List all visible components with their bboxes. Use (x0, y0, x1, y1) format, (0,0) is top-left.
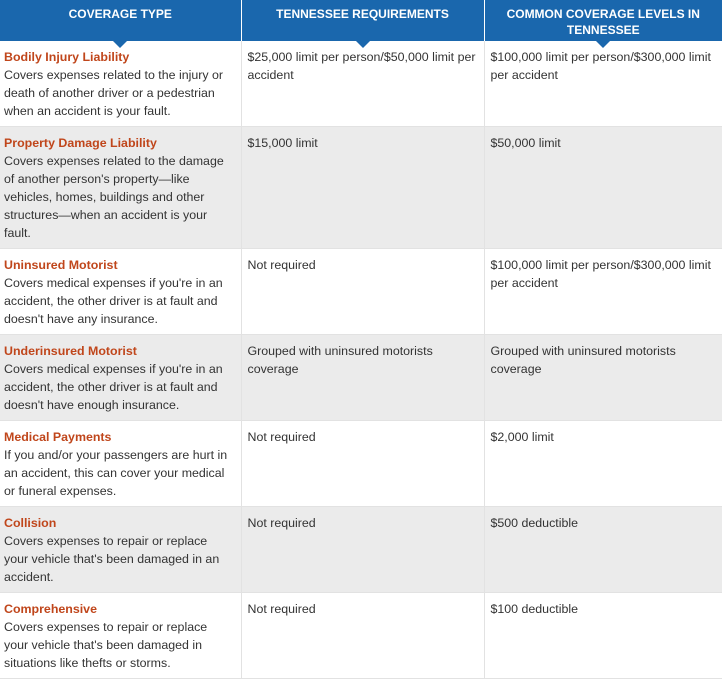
common-level-cell: $500 deductible (484, 507, 722, 593)
coverage-name: Bodily Injury Liability (4, 50, 130, 64)
coverage-description: Covers medical expenses if you're in an accident, the other driver is at fault and doesn't have enough insurance. (4, 362, 223, 412)
coverage-name: Comprehensive (4, 602, 97, 616)
table-row (0, 335, 722, 421)
coverage-description: If you and/or your passengers are hurt in an accident, this can cover your medical or funeral expenses. (4, 448, 228, 498)
requirement-cell: $15,000 limit (241, 127, 484, 249)
requirement-cell: Grouped with uninsured motorists coverage (241, 335, 484, 421)
requirement-cell: Not required (241, 249, 484, 335)
coverage-description: Covers expenses to repair or replace your vehicle that's been damaged in situations like thefts or storms. (4, 620, 208, 670)
table-row (0, 41, 722, 127)
header-coverage-type (0, 0, 241, 41)
requirement-cell: $25,000 limit per person/$50,000 limit per accident (241, 41, 484, 127)
coverage-cell (0, 127, 241, 249)
table-row (0, 507, 722, 593)
header-label: COVERAGE TYPE (68, 7, 172, 21)
coverage-cell (0, 507, 241, 593)
header-notch-icon (356, 41, 370, 48)
common-level-cell: $2,000 limit (484, 421, 722, 507)
table-row (0, 249, 722, 335)
coverage-name: Collision (4, 516, 57, 530)
header-tennessee-requirements (241, 0, 484, 41)
coverage-description: Covers expenses related to the damage of another person's property—like vehicles, homes, buildings and other structures—when an accident is your fault. (4, 154, 224, 240)
header-row (0, 0, 722, 41)
common-level-cell: $50,000 limit (484, 127, 722, 249)
header-label: COMMON COVERAGE LEVELS IN TENNESSEE (506, 7, 700, 37)
coverage-cell (0, 249, 241, 335)
common-level-cell: $100,000 limit per person/$300,000 limit per accident (484, 41, 722, 127)
common-level-cell: $100 deductible (484, 593, 722, 679)
coverage-cell (0, 41, 241, 127)
coverage-description: Covers expenses to repair or replace your vehicle that's been damaged in an accident. (4, 534, 220, 584)
table-header (0, 0, 722, 41)
requirement-cell: Not required (241, 593, 484, 679)
header-notch-icon (113, 41, 127, 48)
coverage-name: Underinsured Motorist (4, 344, 137, 358)
coverage-name: Property Damage Liability (4, 136, 157, 150)
header-label: TENNESSEE REQUIREMENTS (276, 7, 449, 21)
table-row (0, 127, 722, 249)
coverage-name: Medical Payments (4, 430, 112, 444)
coverage-name: Uninsured Motorist (4, 258, 118, 272)
coverage-description: Covers medical expenses if you're in an accident, the other driver is at fault and doesn't have any insurance. (4, 276, 223, 326)
requirement-cell: Not required (241, 421, 484, 507)
common-level-cell: Grouped with uninsured motorists coverage (484, 335, 722, 421)
header-notch-icon (596, 41, 610, 48)
requirement-cell: Not required (241, 507, 484, 593)
table-row (0, 593, 722, 679)
table-row (0, 421, 722, 507)
coverage-cell (0, 593, 241, 679)
coverage-cell (0, 335, 241, 421)
coverage-cell (0, 421, 241, 507)
header-common-coverage-levels (484, 0, 722, 41)
table-body (0, 41, 722, 679)
coverage-description: Covers expenses related to the injury or death of another driver or a pedestrian when an accident is your fault. (4, 68, 224, 118)
common-level-cell: $100,000 limit per person/$300,000 limit per accident (484, 249, 722, 335)
